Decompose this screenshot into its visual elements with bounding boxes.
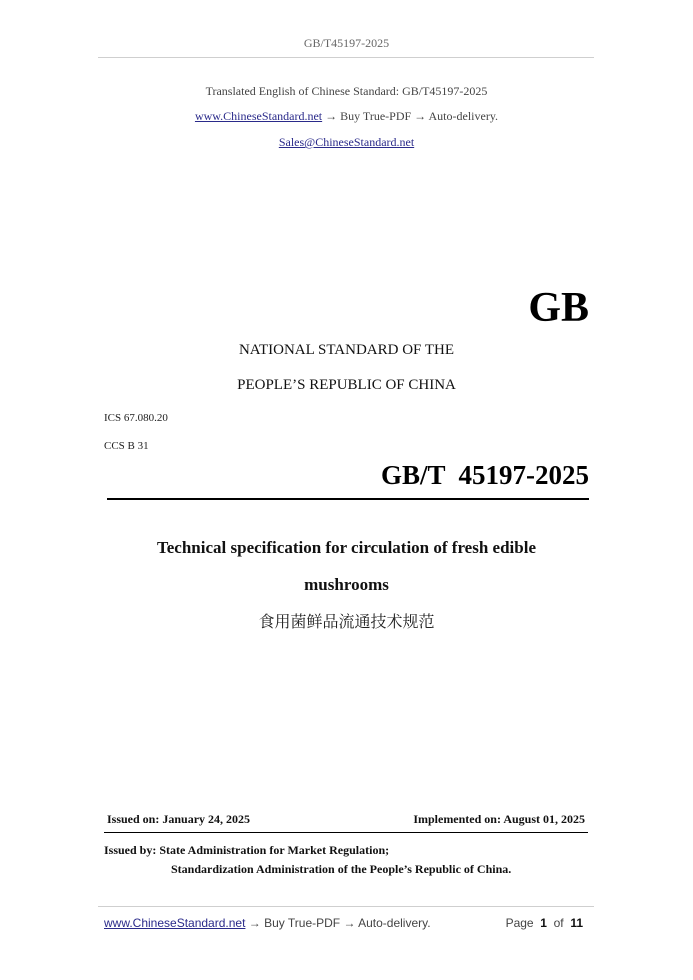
issued-by-block xyxy=(104,841,511,879)
running-header: GB/T45197-2025 xyxy=(303,36,390,50)
page-total: 11 xyxy=(570,916,583,930)
buy-text: → Buy True-PDF → Auto-delivery. xyxy=(322,109,499,123)
site-link[interactable]: www.ChineseStandard.net xyxy=(194,109,323,123)
footer-buy-text: → Buy True-PDF → Auto-delivery. xyxy=(245,916,431,930)
of-label: of xyxy=(553,916,564,930)
title-line-2: mushrooms xyxy=(304,575,389,594)
issued-on-date: Issued on: January 24, 2025 xyxy=(107,812,251,826)
implemented-on-date: Implemented on: August 01, 2025 xyxy=(413,812,585,826)
ics-code: ICS 67.080.20 xyxy=(104,412,168,424)
title-line-1: Technical specification for circulation of fresh edible xyxy=(156,538,536,557)
national-standard-line-2: PEOPLE’S REPUBLIC OF CHINA xyxy=(237,377,456,393)
standard-number: GB/T 45197-2025 xyxy=(380,460,589,490)
chinese-title: 食用菌鲜品流通技术规范 xyxy=(258,612,435,631)
issued-by-line-2: Standardization Administration of the People’s Republic of China. xyxy=(171,862,512,876)
ccs-code: CCS B 31 xyxy=(104,440,149,452)
page-indicator xyxy=(506,916,583,930)
header-divider xyxy=(98,57,594,58)
national-standard-line-1: NATIONAL STANDARD OF THE xyxy=(238,342,455,358)
purchase-line xyxy=(0,109,693,124)
sales-line xyxy=(0,135,693,150)
translation-note: Translated English of Chinese Standard: GB/T45197-2025 xyxy=(205,84,488,98)
sales-email-link[interactable]: Sales@ChineseStandard.net xyxy=(278,135,415,149)
standard-number-rule xyxy=(107,498,589,500)
footer-divider xyxy=(98,906,594,907)
page-number: 1 xyxy=(540,916,547,930)
footer-purchase-line xyxy=(104,916,431,930)
issued-by-line-1: Issued by: State Administration for Market Regulation; xyxy=(104,843,390,857)
footer-site-link[interactable]: www.ChineseStandard.net xyxy=(104,916,246,930)
dates-rule xyxy=(104,832,588,833)
gb-mark: GB xyxy=(528,285,589,331)
page-label: Page xyxy=(505,916,534,930)
